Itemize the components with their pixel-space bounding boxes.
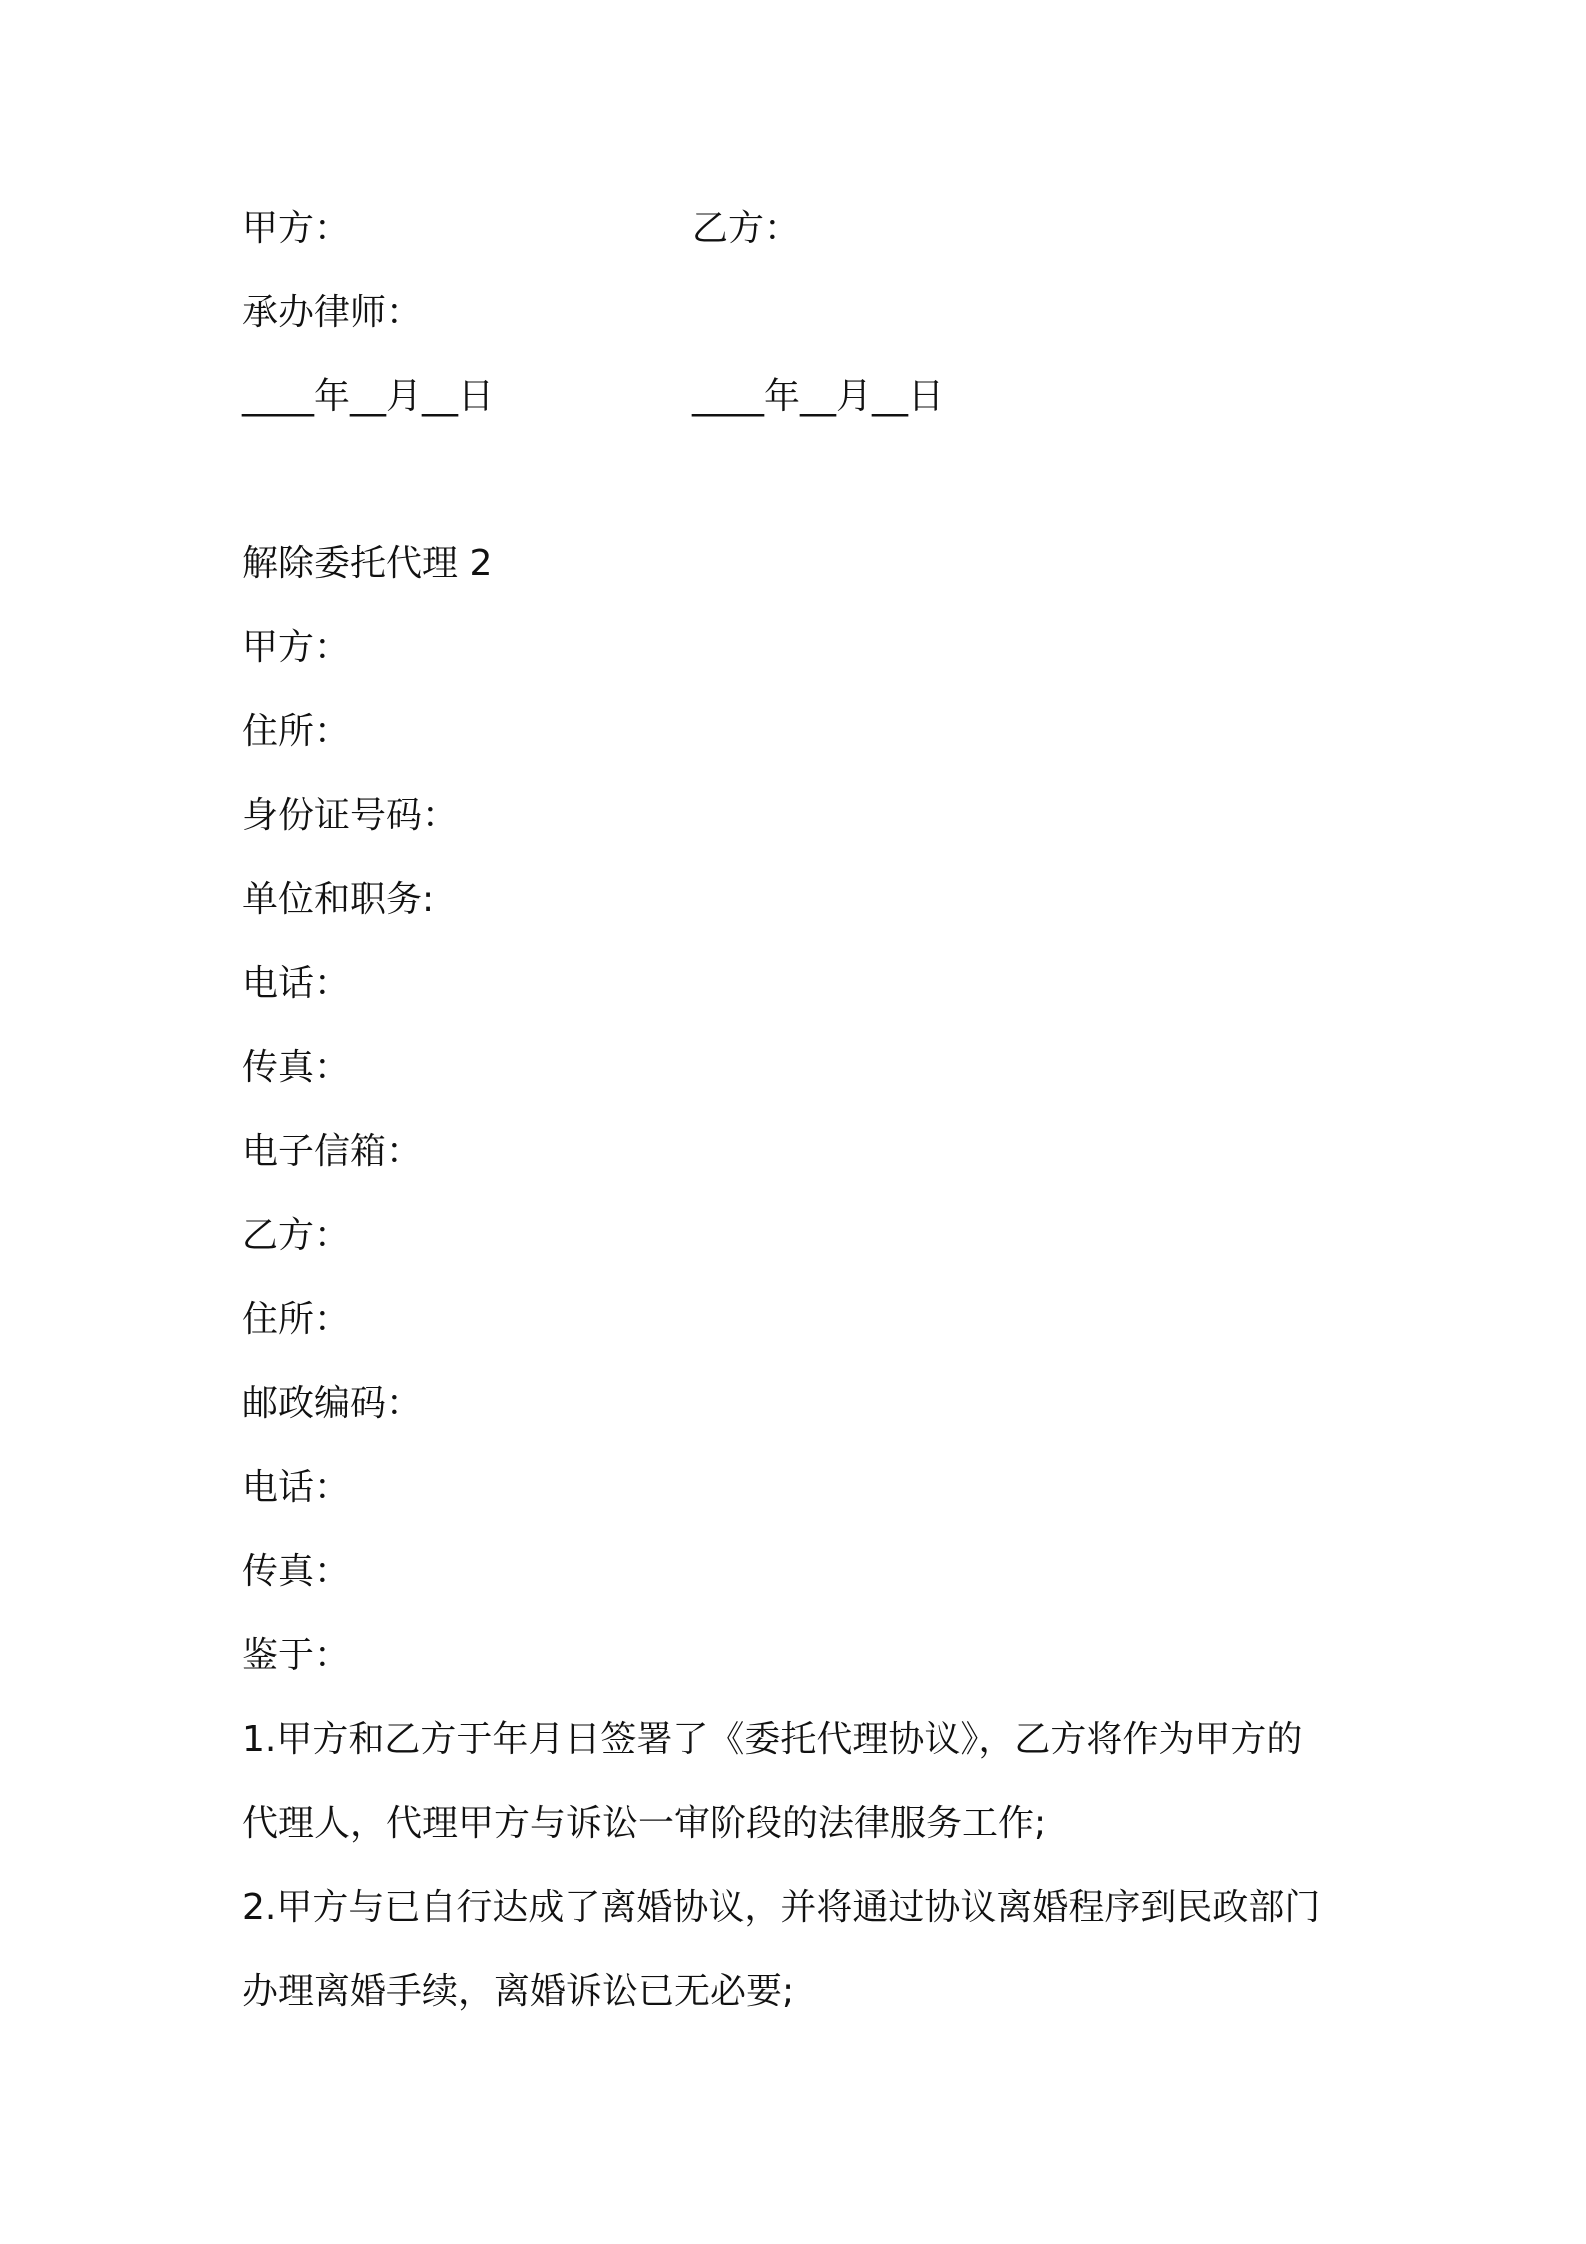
signature-lawyer-label: 承办律师： <box>242 292 423 333</box>
party-a-address-label: 住所： <box>242 711 351 752</box>
party-b-postal-code-label: 邮政编码： <box>242 1383 423 1424</box>
clause-2-line-1: 2.甲方与已自行达成了离婚协议，并将通过协议离婚程序到民政部门 <box>242 1887 1321 1928</box>
party-b-address-label: 住所： <box>242 1299 351 1340</box>
party-a-employer-label: 单位和职务: <box>242 879 435 920</box>
party-b-label: 乙方： <box>242 1215 351 1256</box>
clause-2-line-2: 办理离婚手续，离婚诉讼已无必要; <box>242 1971 795 2012</box>
party-a-email-label: 电子信箱： <box>242 1131 423 1172</box>
whereas-heading: 鉴于： <box>242 1635 351 1676</box>
party-b-phone-label: 电话： <box>242 1467 351 1508</box>
clause-1-line-2: 代理人，代理甲方与诉讼一审阶段的法律服务工作; <box>242 1803 1047 1844</box>
clause-1-line-1: 1.甲方和乙方于年月日签署了《委托代理协议》，乙方将作为甲方的 <box>242 1719 1303 1760</box>
party-a-phone-label: 电话： <box>242 963 351 1004</box>
signature-party-a-label: 甲方： <box>242 208 351 249</box>
party-a-label: 甲方： <box>242 627 351 668</box>
signature-date-left: ____年__月__日 <box>242 376 495 417</box>
signature-party-b-label: 乙方： <box>692 208 801 249</box>
party-b-fax-label: 传真： <box>242 1551 351 1592</box>
party-a-id-number-label: 身份证号码： <box>242 795 459 836</box>
party-a-fax-label: 传真： <box>242 1047 351 1088</box>
section-title: 解除委托代理 2 <box>242 543 493 584</box>
signature-date-right: ____年__月__日 <box>692 376 945 417</box>
